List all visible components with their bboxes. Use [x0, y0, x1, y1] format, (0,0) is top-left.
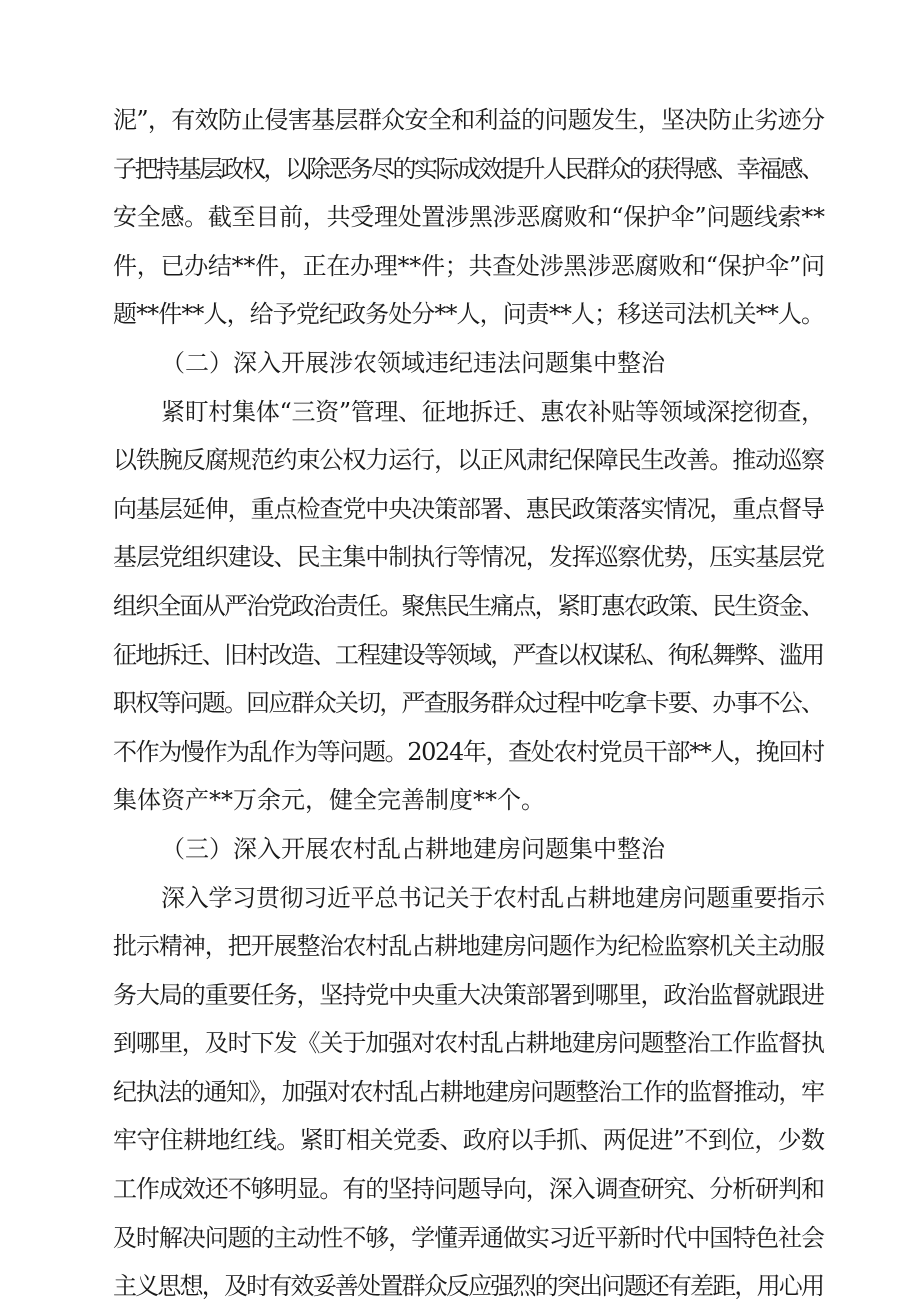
paragraph-line: 泥”，有效防止侵害基层群众安全和利益的问题发生，坚决防止劣迹分: [113, 106, 825, 134]
paragraph-line: 组织全面从严治党政治责任。聚焦民生痛点，紧盯惠农政策、民生资金、: [113, 591, 824, 620]
paragraph-line: 到哪里，及时下发《关于加强对农村乱占耕地建房问题整治工作监督执: [113, 1029, 824, 1058]
paragraph-line: 向基层延伸，重点检查党中央决策部署、惠民政策落实情况，重点督导: [113, 494, 824, 523]
section-heading-3: （三）深入开展农村乱占耕地建房问题集中整治: [161, 834, 665, 863]
paragraph-line: 纪执法的通知》，加强对农村乱占耕地建房问题整治工作的监督推动，牢: [113, 1077, 824, 1106]
section-heading-2: （二）深入开展涉农领域违纪违法问题集中整治: [161, 348, 665, 377]
paragraph-line: 务大局的重要任务，坚持党中央重大决策部署到哪里，政治监督就跟进: [113, 980, 824, 1009]
paragraph-line: 安全感。截至目前，共受理处置涉黑涉恶腐败和“保护伞”问题线索**: [113, 203, 825, 232]
paragraph-line: 征地拆迁、旧村改造、工程建设等领域，严查以权谋私、徇私舞弊、滥用: [113, 640, 824, 669]
document-body: [113, 96, 825, 1311]
paragraph-line: 不作为慢作为乱作为等问题。2024年，查处农村党员干部**人，挽回村: [113, 737, 824, 766]
paragraph-line: 及时解决问题的主动性不够，学懂弄通做实习近平新时代中国特色社会: [113, 1223, 824, 1252]
paragraph-line: 件，已办结**件，正在办理**件；共查处涉黑涉恶腐败和“保护伞”问: [113, 251, 825, 280]
paragraph-line: 主义思想，及时有效妥善处置群众反应强烈的突出问题还有差距，用心用: [113, 1272, 824, 1301]
paragraph-line: 集体资产**万余元，健全完善制度**个。: [113, 786, 545, 815]
paragraph-line: 牢守住耕地红线。紧盯相关党委、政府以手抓、两促进”不到位，少数: [113, 1126, 825, 1155]
paragraph-line: 基层党组织建设、民主集中制执行等情况，发挥巡察优势，压实基层党: [113, 543, 824, 572]
paragraph-line: 紧盯村集体“三资”管理、征地拆迁、惠农补贴等领域深挖彻查，: [161, 397, 825, 426]
paragraph-line: 以铁腕反腐规范约束公权力运行，以正风肃纪保障民生改善。推动巡察: [113, 446, 824, 475]
paragraph-line: 子把持基层政权，以除恶务尽的实际成效提升人民群众的获得感、幸福感、: [113, 154, 823, 183]
paragraph-1: [113, 96, 825, 339]
paragraph-line: 题**件**人，给予党纪政务处分**人，问责**人；移送司法机关**人。: [113, 300, 825, 329]
paragraph-2: [113, 388, 825, 825]
paragraph-line: 批示精神，把开展整治农村乱占耕地建房问题作为纪检监察机关主动服: [113, 932, 824, 961]
paragraph-line: 工作成效还不够明显。有的坚持问题导向，深入调查研究、分析研判和: [113, 1175, 824, 1204]
paragraph-line: 职权等问题。回应群众关切，严查服务群众过程中吃拿卡要、办事不公、: [113, 689, 824, 718]
paragraph-3: [113, 874, 825, 1311]
paragraph-line: 深入学习贯彻习近平总书记关于农村乱占耕地建房问题重要指示: [161, 883, 825, 912]
